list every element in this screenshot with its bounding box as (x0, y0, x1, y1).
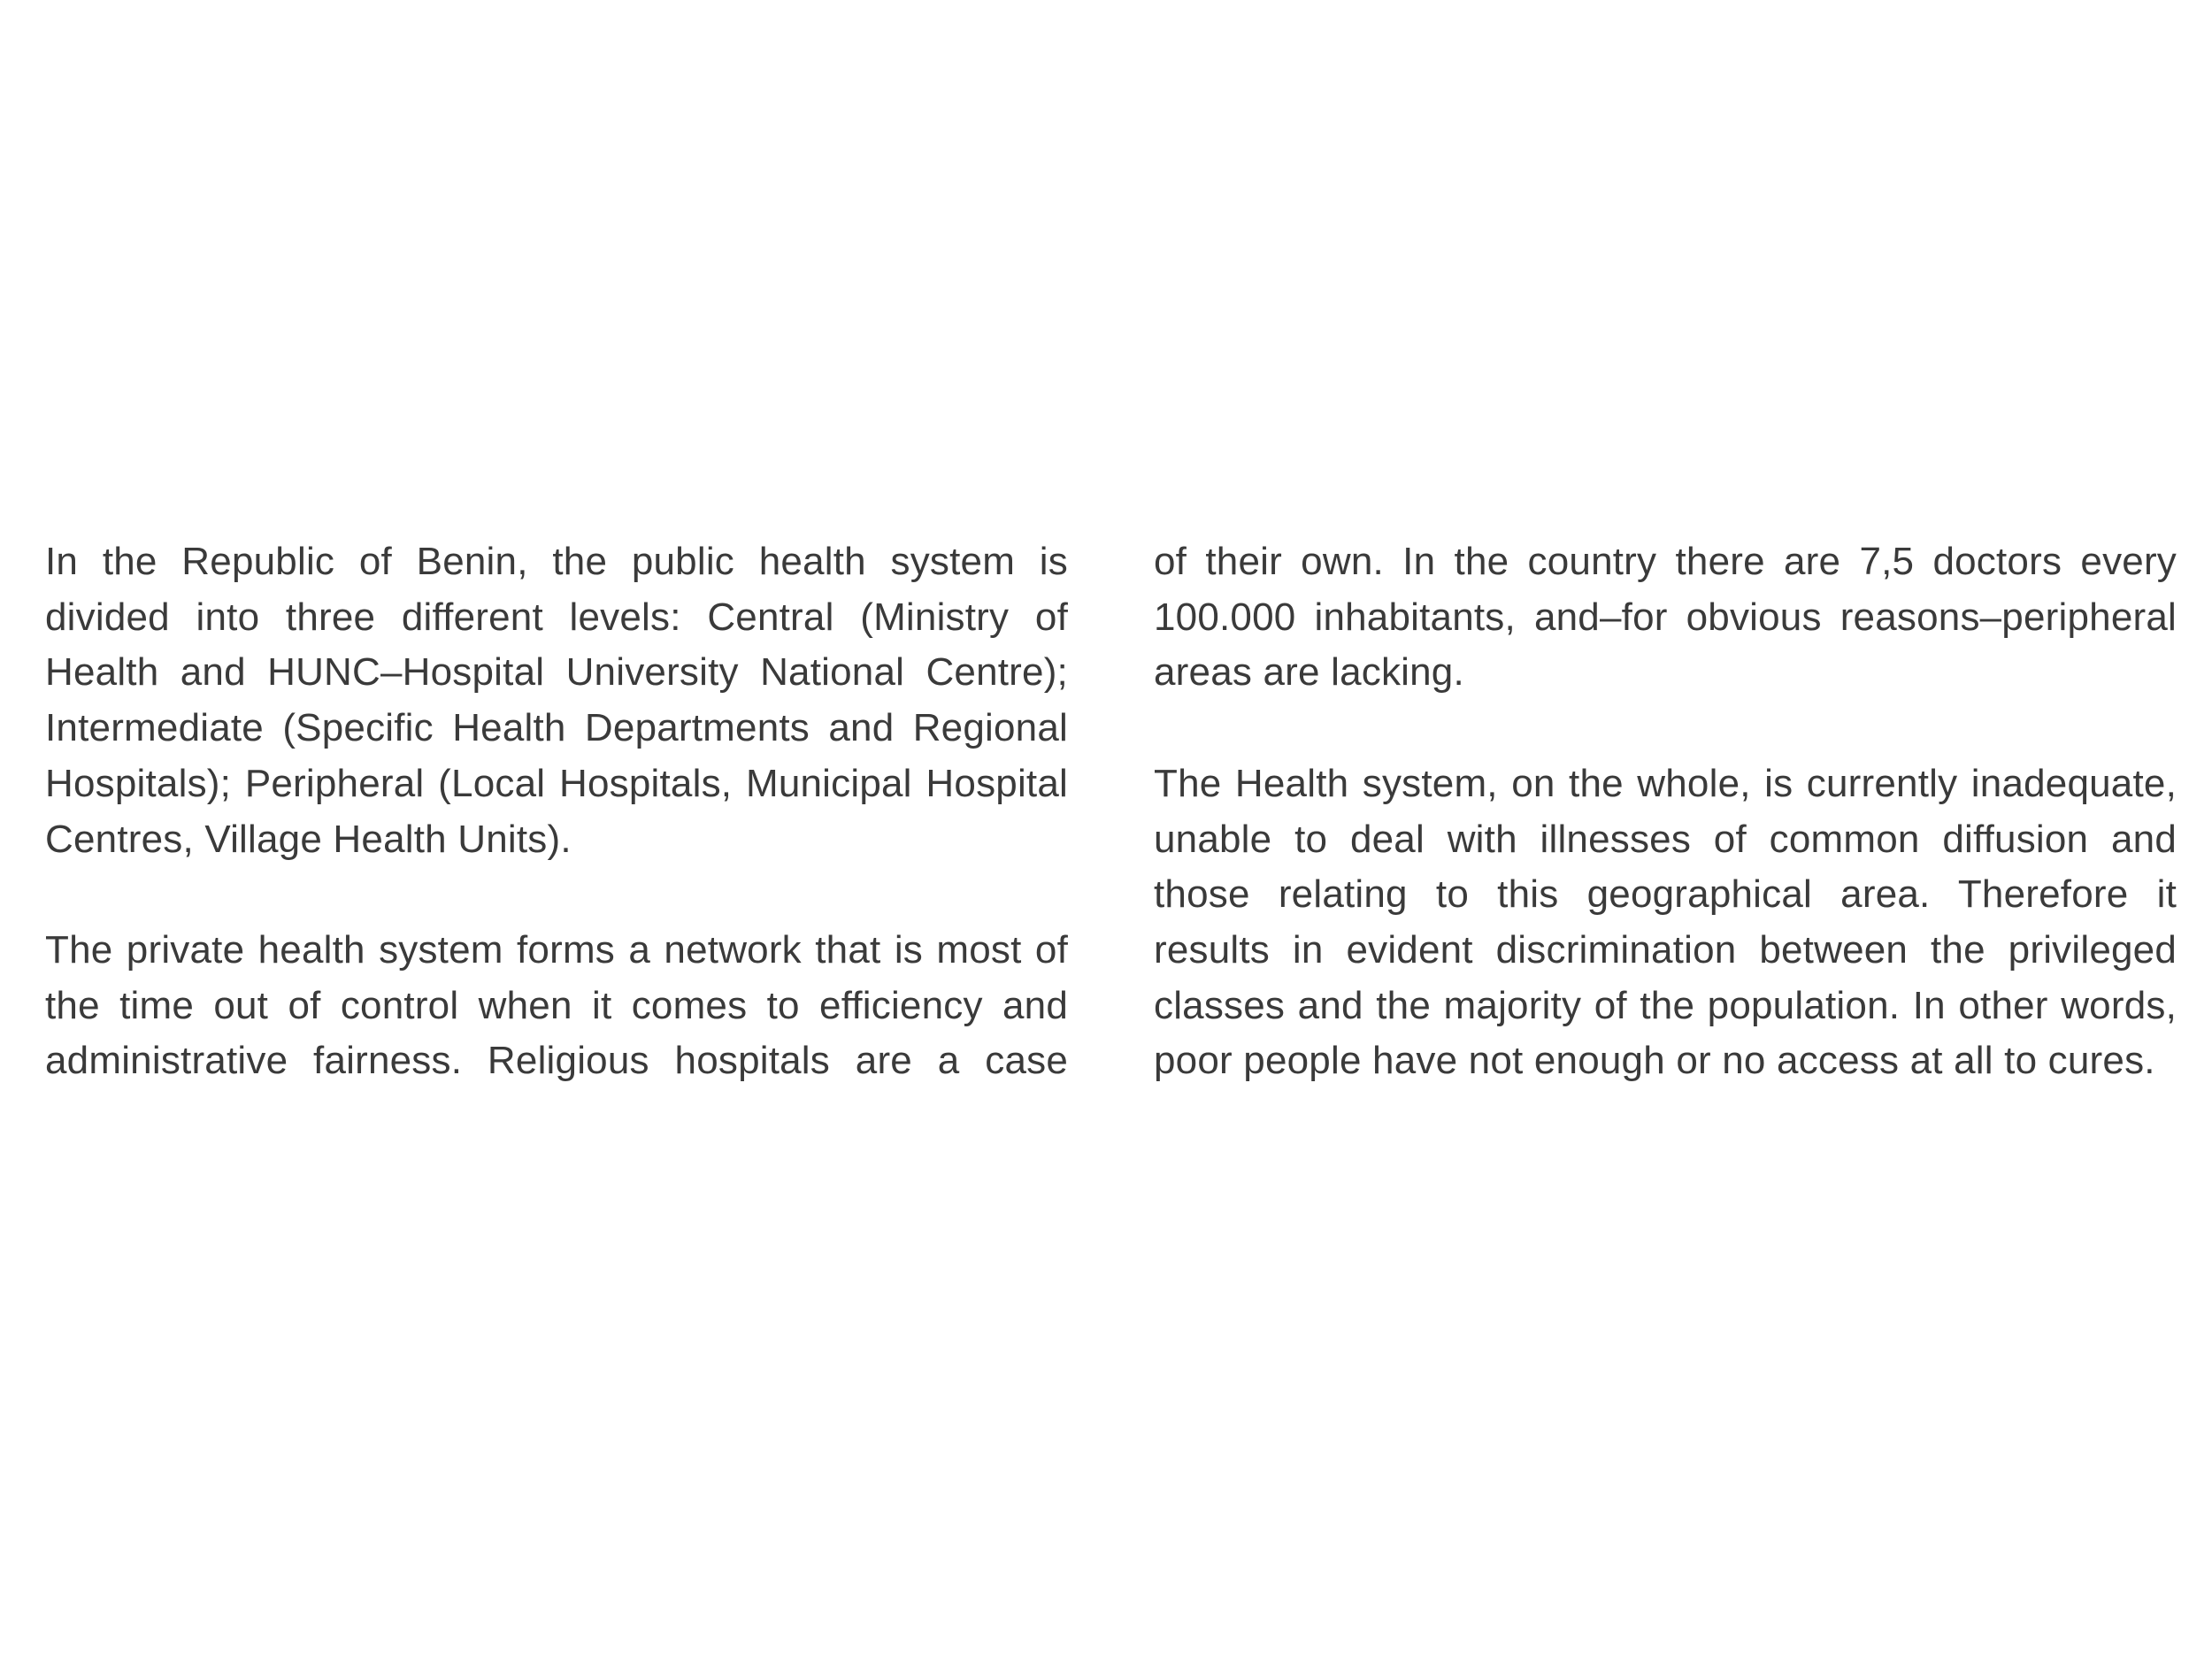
left-text-column (45, 534, 1068, 1089)
paragraph-doctors-ratio: of their own. In the country there are 7,5 doctors every 100.000 inhabitants, and–for obvious reasons–peripheral areas are lacking. (1154, 540, 2177, 695)
right-text-column (1154, 534, 2177, 1089)
paragraph-system-inadequate: The Health system, on the whole, is currently inadequate, unable to deal with illnesses of common diffusion and those relating to this geographical area. Therefore it results in evident discrimination between the privileged classes and the majority of the population. In other words, poor people have not enough or no access at all to cures. (1154, 761, 2177, 1083)
paragraph-health-levels: In the Republic of Benin, the public health system is divided into three different levels: Central (Ministry of Health and HUNC–Hospital University National Centre); Intermediate (Specific Health Departments and Regional Hospitals); Peripheral (Local Hospitals, Municipal Hospital Centres, Village Health Units). (45, 540, 1068, 861)
paragraph-private-system: The private health system forms a network that is most of the time out of control when it comes to efficiency and administrative fairness. Religious hospitals are a case (45, 927, 1068, 1083)
